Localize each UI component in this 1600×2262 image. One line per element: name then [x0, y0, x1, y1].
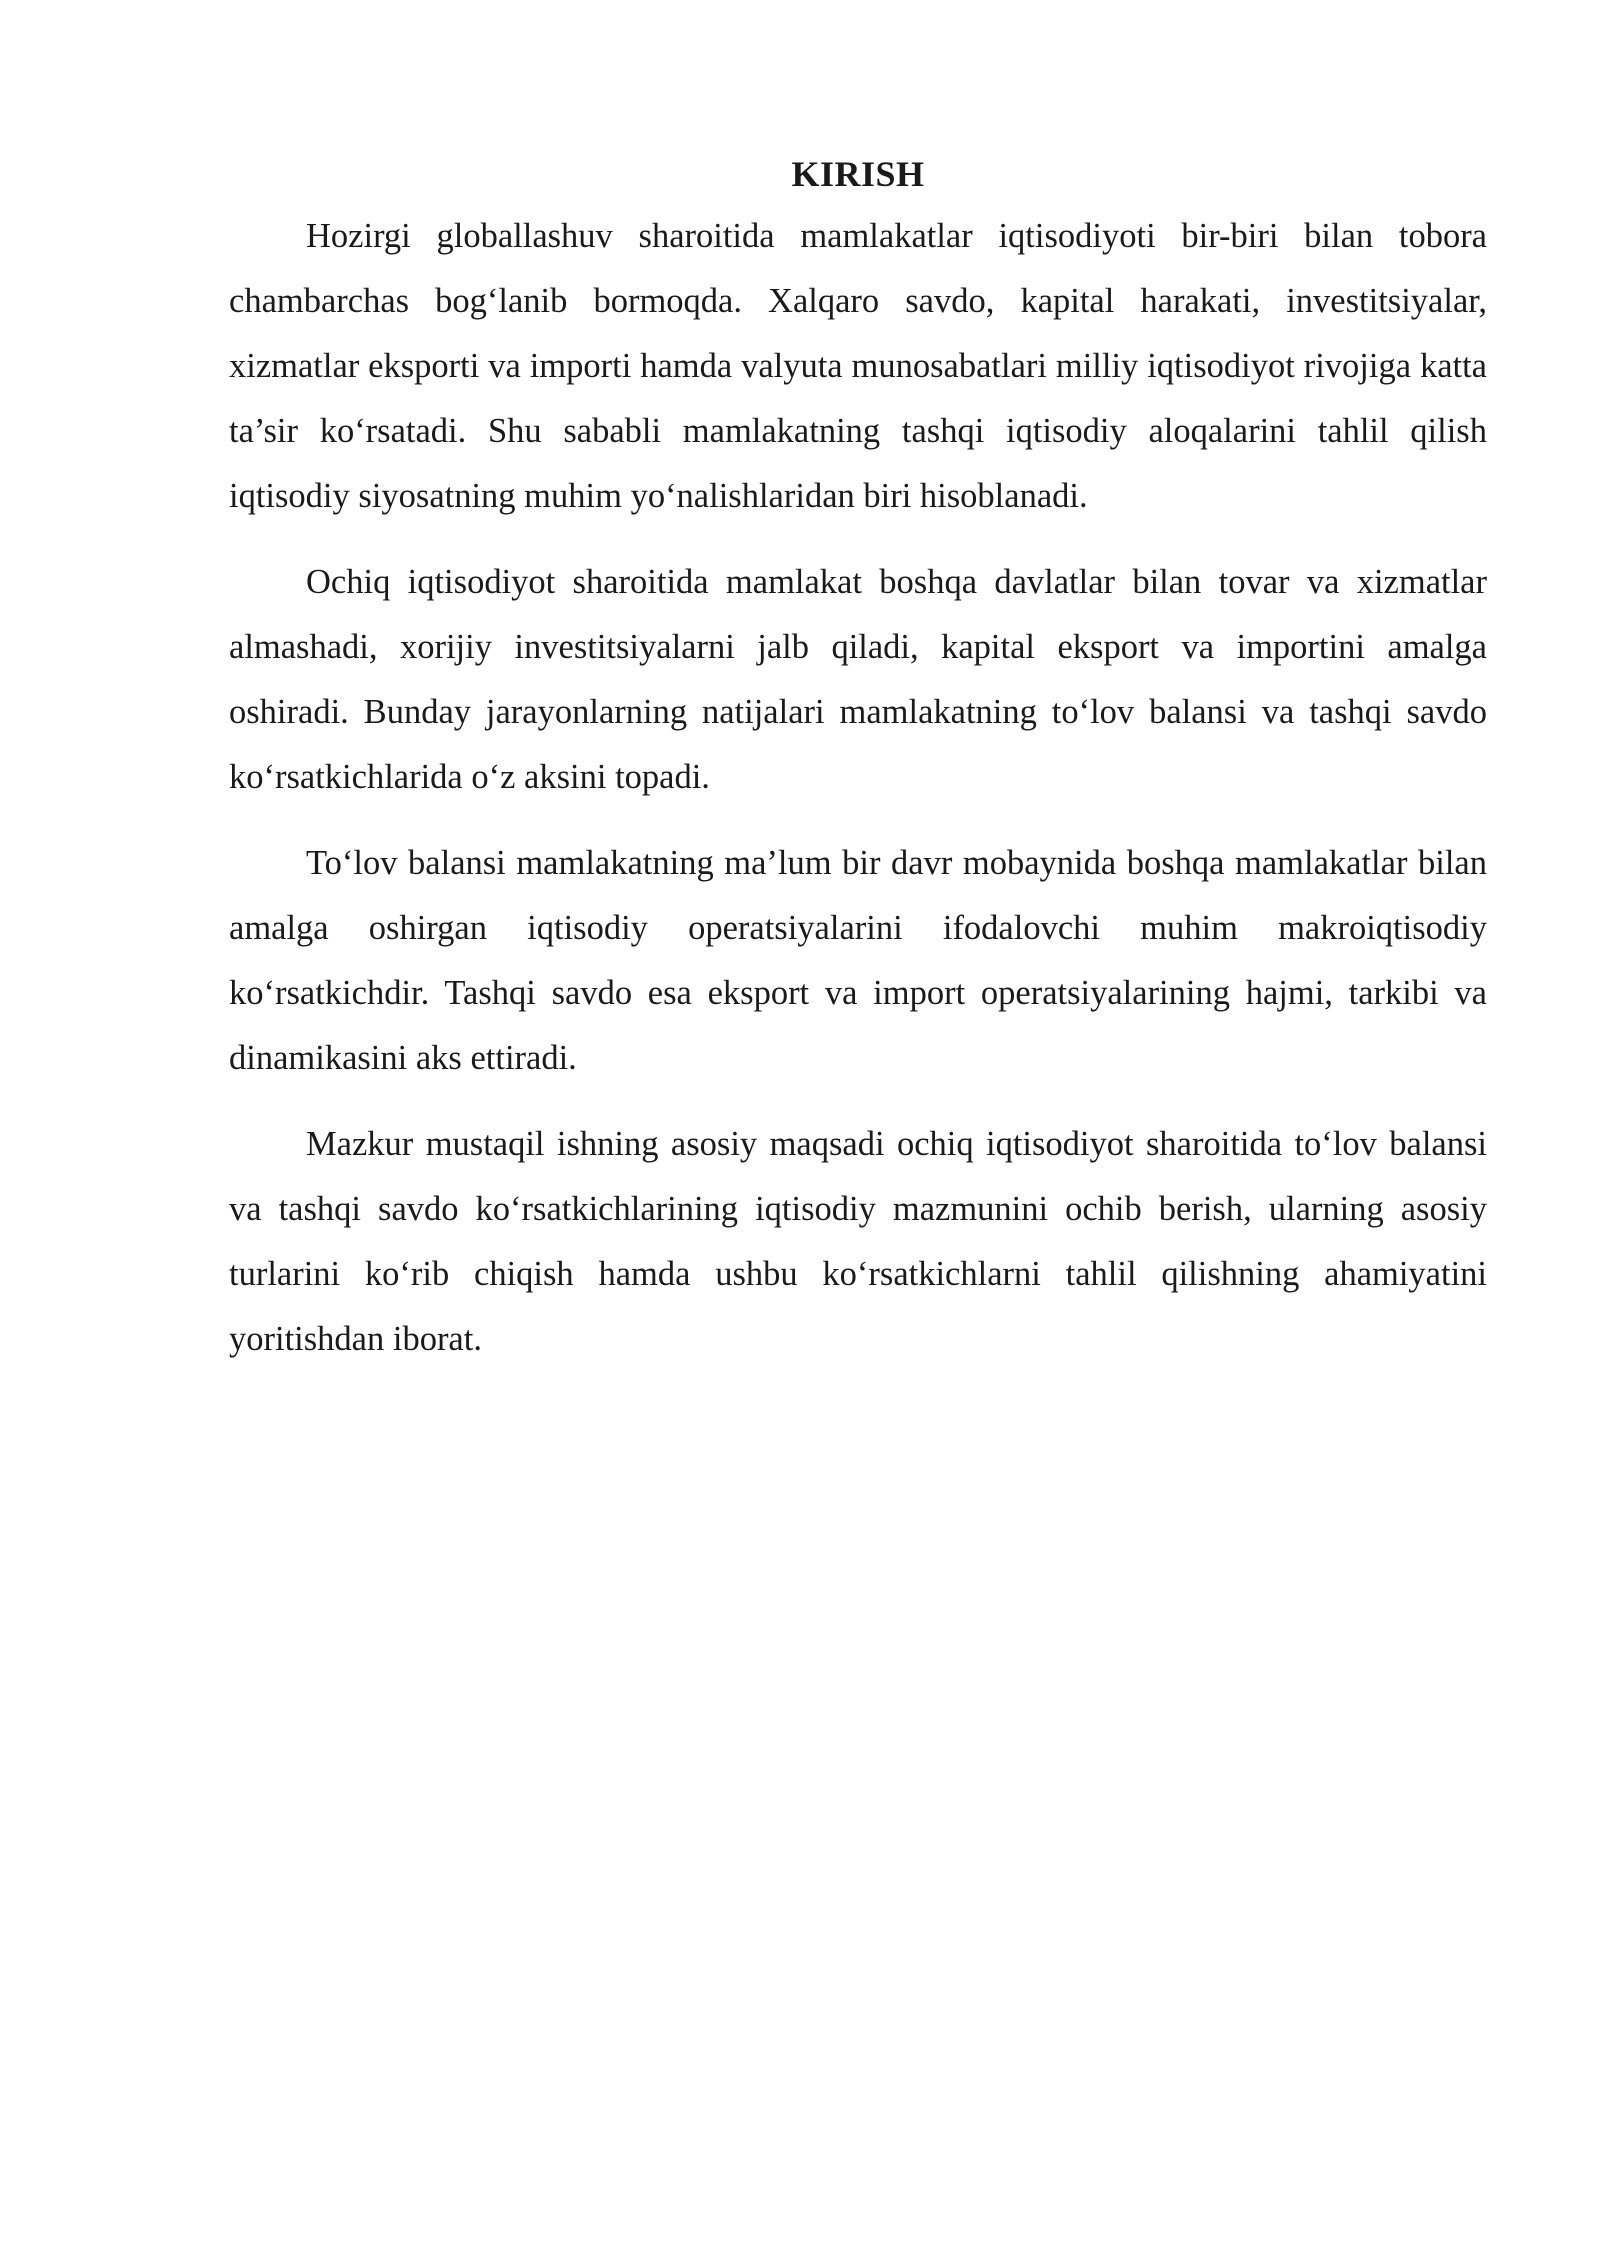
- paragraph-2: Ochiq iqtisodiyot sharoitida mamlakat boshqa davlatlar bilan tovar va xizmatlar almashadi, xorijiy investitsiyalarni jalb qiladi, kapital eksport va importini amalga oshiradi. Bunday jarayonlarning natijalari mamlakatning to‘lov balansi va tashqi savdo ko‘rsatkichlarida o‘z aksini topadi.: [229, 563, 1487, 796]
- paragraph-3: To‘lov balansi mamlakatning ma’lum bir davr mobaynida boshqa mamlakatlar bilan amalga oshirgan iqtisodiy operatsiyalarini ifodalovchi muhim makroiqtisodiy ko‘rsatkichdir. Tashqi savdo esa eksport va import operatsiyalarining hajmi, tarkibi va dinamikasini aks ettiradi.: [229, 844, 1487, 1077]
- document-body: [229, 148, 1487, 1393]
- paragraph-4: Mazkur mustaqil ishning asosiy maqsadi ochiq iqtisodiyot sharoitida to‘lov balansi va tashqi savdo ko‘rsatkichlarining iqtisodiy mazmunini ochib berish, ularning asosiy turlarini ko‘rib chiqish hamda ushbu ko‘rsatkichlarni tahlil qilishning ahamiyatini yoritishdan iborat.: [229, 1125, 1487, 1358]
- page-title: KIRISH: [791, 154, 925, 194]
- paragraph-1: Hozirgi globallashuv sharoitida mamlakatlar iqtisodiyoti bir-biri bilan tobora chambarchas bog‘lanib bormoqda. Xalqaro savdo, kapital harakati, investitsiyalar, xizmatlar eksporti va importi hamda valyuta munosabatlari milliy iqtisodiyot rivojiga katta ta’sir ko‘rsatadi. Shu sababli mamlakatning tashqi iqtisodiy aloqalarini tahlil qilish iqtisodiy siyosatning muhim yo‘nalishlaridan biri hisoblanadi.: [229, 217, 1487, 515]
